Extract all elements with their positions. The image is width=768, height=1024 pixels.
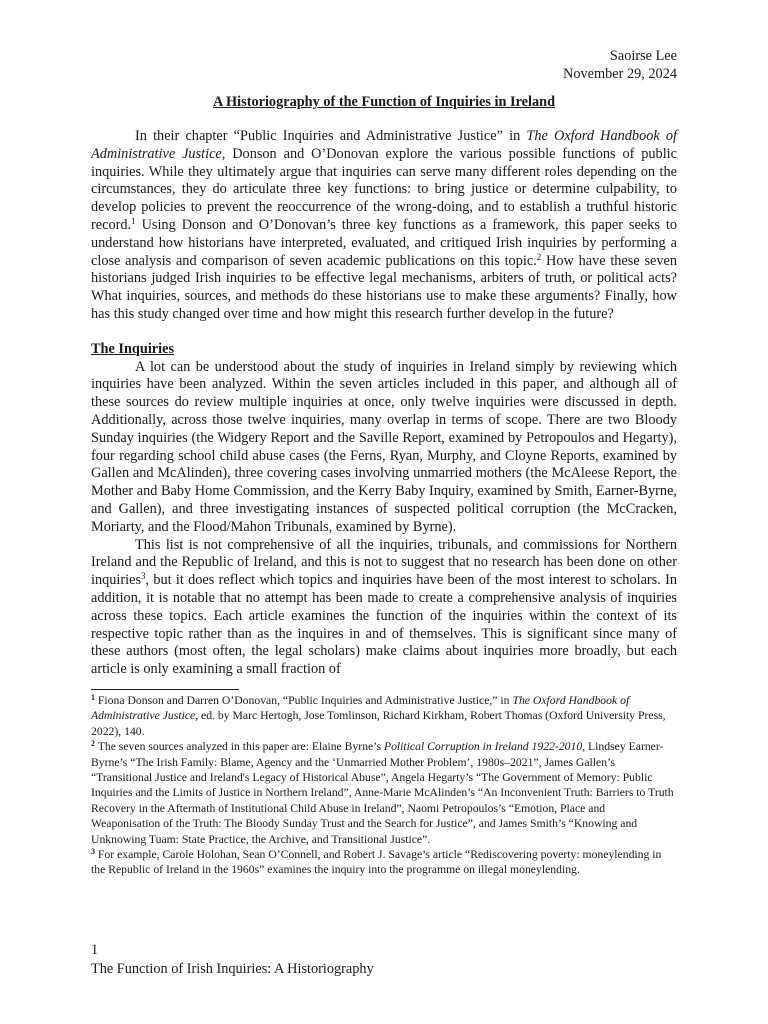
footnote-2-text-b: , Lindsey Earner-Byrne’s “The Irish Family: Blame, Agency and the ‘Unmarried Mother Problem’, 1980s–2021”, James Gallen’s “Transitional Justice and Ireland's Legacy of Historical Abuse”, Angela Hegarty’s “The Government of Memory: Public Inquiries and the Limits of Justice in Northern Ireland”, Anne-Marie McAlinden’s “An Inconvenient Truth: Barriers to Truth Recovery in the Aftermath of Institutional Child Abuse in Ireland”, Naomi Petropoulos’s “Emotion, Place and Weaponisation of the Truth: The Bloody Sunday Trust and the Search for Justice”, and James Smith’s “Knowing and Unknowing Tuam: State Practice, the Archive, and Transitional Justice”.: [91, 740, 674, 846]
footnote-3-text: For example, Carole Holohan, Sean O’Connell, and Robert J. Savage’s article “Rediscovering poverty: moneylending in the Republic of Ireland in the 1960s” examines the inquiry into the programme on illegal moneylending.: [91, 847, 662, 877]
author-name: Saoirse Lee: [609, 48, 677, 64]
intro-text-c: Using Donson and O’Donovan’s three key functions as a framework, this paper seeks to understand how historians have interpreted, evaluated, and critiqued Irish inquiries by performing a close analysis and comparison of seven academic publications on this topic.: [91, 216, 677, 269]
footnote-1-book: The Oxford Handbook of Administrative Justice: [91, 693, 630, 723]
page-footer: [91, 941, 677, 979]
document-page: [91, 47, 677, 878]
page-number: 1: [91, 942, 99, 958]
running-title: The Function of Irish Inquiries: A Historiography: [91, 961, 374, 977]
footnote-3: [91, 847, 677, 878]
footnote-ref-3[interactable]: 3: [141, 571, 146, 582]
inquiries-text-a: This list is not comprehensive of all the inquiries, tribunals, and commissions for Northern Ireland and the Republic of Ireland, and this is not to suggest that no research has been done on other inquiries: [91, 536, 677, 589]
intro-paragraph: [91, 128, 677, 324]
footnote-number-2: 2: [91, 739, 95, 749]
footnote-2-book: Political Corruption in Ireland 1922-2010: [383, 740, 583, 754]
footnote-1-text-a: Fiona Donson and Darren O’Donovan, “Public Inquiries and Administrative Justice,” in: [95, 693, 513, 707]
intro-text-b: , Donson and O’Donovan explore the various possible functions of public inquiries. While they ultimately argue that inquiries can serve many different roles depending on the circumstances, they do articulate three key functions: to bring justice or determine culpability, to develop policies to prevent the reoccurrence of the wrong-doing, and to establish a truthful historic record.: [91, 145, 677, 233]
intro-text-a: In their chapter “Public Inquiries and Administrative Justice” in: [135, 128, 527, 144]
footnote-1-text-b: , ed. by Marc Hertogh, Jose Tomlinson, Richard Kirkham, Robert Thomas (Oxford University Press, 2022), 140.: [91, 709, 666, 738]
intro-text-d: How have these seven historians judged Irish inquiries to be effective legal mechanisms, arbiters of truth, or political acts? What inquiries, sources, and methods do these historians use to make these arguments? Finally, how has this study changed over time and how might this research further develop in the future?: [91, 252, 677, 322]
footnote-number-3: 3: [91, 846, 95, 856]
section-heading-inquiries: The Inquiries: [91, 340, 175, 357]
footnote-ref-2[interactable]: 2: [536, 251, 542, 262]
document-header: [91, 47, 677, 83]
footnote-1: [91, 693, 677, 739]
footnote-2: [91, 739, 677, 847]
footnote-separator: [91, 689, 239, 690]
footnote-2-text-a: The seven sources analyzed in this paper are: Elaine Byrne’s: [95, 740, 384, 754]
document-date: November 29, 2024: [563, 66, 677, 82]
inquiries-paragraph-2: [91, 537, 677, 679]
inquiries-paragraph-1: A lot can be understood about the study of inquiries in Ireland simply by reviewing which inquiries have been analyzed. Within the seven articles included in this paper, and although all of these sources do review multiple inquiries at once, only twelve inquiries were discussed in depth. Additionally, across those twelve inquiries, many overlap in terms of scope. There are two Bloody Sunday inquiries (the Widgery Report and the Saville Report, examined by Petropoulos and Hegarty), four regarding school child abuse cases (the Ferns, Ryan, Murphy, and Cloyne Reports, examined by Gallen and McAlinden), three covering cases involving unmarried mothers (the McAleese Report, the Mother and Baby Home Commission, and the Kerry Baby Inquiry, examined by Smith, Earner-Byrne, and Gallen), and three investigating instances of suspected political corruption (the McCracken, Moriarty, and the Flood/Mahon Tribunals, examined by Byrne).: [91, 358, 677, 535]
document-title: A Historiography of the Function of Inquiries in Ireland: [212, 94, 556, 110]
inquiries-text-b: , but it does reflect which topics and inquiries have been of the most interest to scholars. In addition, it is notable that no attempt has been made to create a comprehensive analysis of inquiries across these topics. Each article examines the function of the inquiries within the context of its respective topic rather than as the inquires in and of themselves. This is significant since many of these authors (most often, the legal scholars) make claims about inquiries more broadly, but each article is only examining a small fraction of: [91, 572, 677, 678]
intro-book-title: The Oxford Handbook of Administrative Justice: [91, 128, 677, 162]
footnote-number-1: 1: [91, 692, 95, 702]
footnote-ref-1[interactable]: 1: [131, 215, 136, 226]
